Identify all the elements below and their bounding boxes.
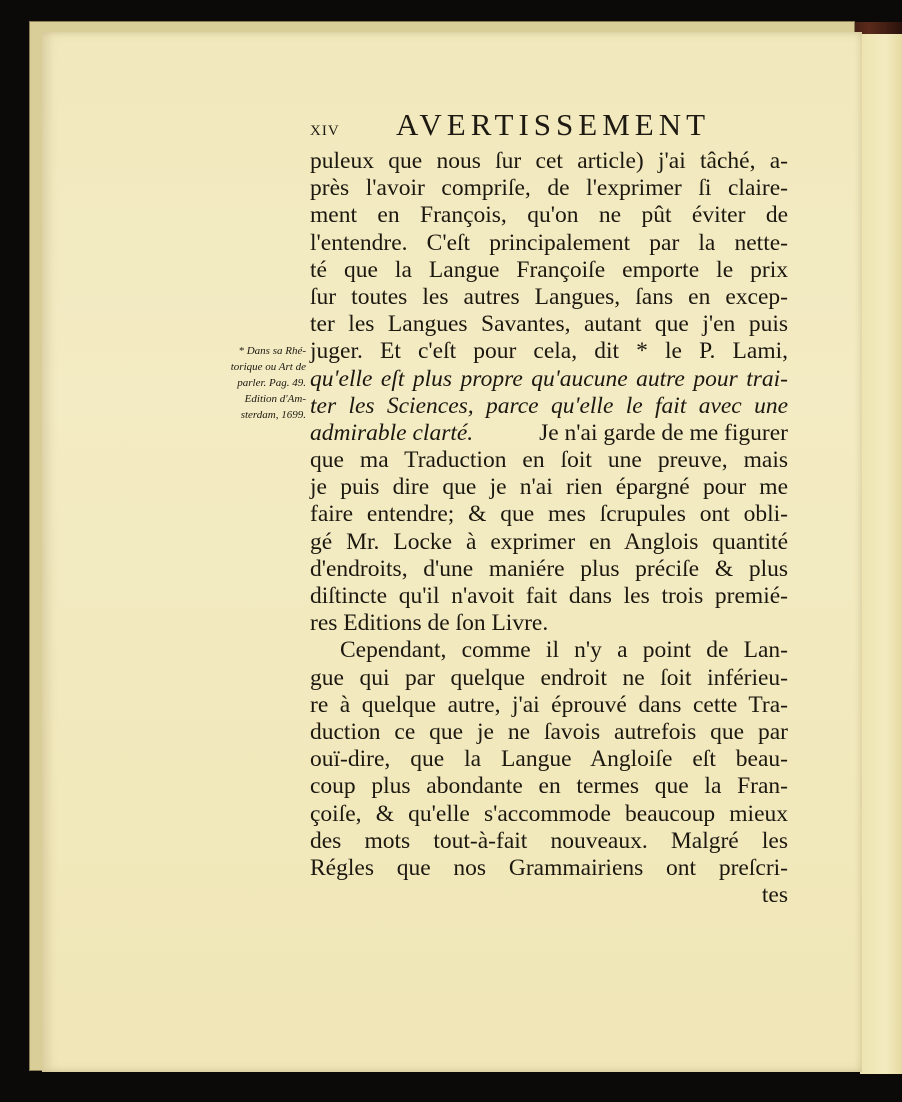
text-line: Régles que nos Grammairiens ont preſcri- bbox=[310, 854, 788, 881]
text-line: té que la Langue Françoiſe emporte le prix bbox=[310, 256, 788, 283]
text-line: d'endroits, d'une maniére plus préciſe & plus bbox=[310, 555, 788, 582]
text-line: ter les Langues Savantes, autant que j'en puis bbox=[310, 311, 788, 338]
text-line: gé Mr. Locke à exprimer en Anglois quantité bbox=[310, 528, 788, 555]
page-header bbox=[310, 107, 730, 147]
quotation-line: ter les Sciences, parce qu'elle le fait avec une bbox=[310, 392, 788, 419]
page-number: xiv bbox=[310, 115, 340, 140]
text-line: puleux que nous ſur cet article) j'ai tâché, a- bbox=[310, 148, 788, 174]
margin-note-line: * Dans sa Rhé- bbox=[238, 345, 306, 357]
text-line: ment en François, qu'on ne pût éviter de bbox=[310, 202, 788, 229]
margin-note-line: sterdam, 1699. bbox=[240, 409, 306, 421]
text-line: l'entendre. C'eſt principalement par la nette- bbox=[310, 229, 788, 256]
text-line: je puis dire que je n'ai rien épargné pour me bbox=[310, 474, 788, 501]
text-line: ſur toutes les autres Langues, ſans en excep- bbox=[310, 283, 788, 310]
text-line: des mots tout-à-fait nouveaux. Malgré les bbox=[310, 827, 788, 854]
text-line: coup plus abondante en termes que la Fran- bbox=[310, 773, 788, 800]
text-line: ouï-dire, que la Langue Angloiſe eſt beau- bbox=[310, 746, 788, 773]
text-line: que ma Traduction en ſoit une preuve, mais bbox=[310, 447, 788, 474]
text-fragment: Je n'ai garde de me figurer bbox=[533, 419, 788, 446]
text-line: gue qui par quelque endroit ne ſoit inférieu- bbox=[310, 664, 788, 691]
facing-page-edge bbox=[860, 34, 902, 1074]
running-title: AVERTISSEMENT bbox=[396, 107, 711, 142]
margin-note bbox=[208, 343, 306, 423]
text-line: çoiſe, & qu'elle s'accommode beaucoup mieux bbox=[310, 800, 788, 827]
text-line: duction ce que je ne ſavois autrefois que par bbox=[310, 718, 788, 745]
paragraph-end-line: res Editions de ſon Livre. bbox=[310, 610, 549, 637]
text-line: juger. Et c'eſt pour cela, dit * le P. Lami, bbox=[310, 338, 788, 365]
margin-note-line: torique ou Art de bbox=[230, 361, 306, 373]
text-line: re à quelque autre, j'ai éprouvé dans cette Tra- bbox=[310, 691, 788, 718]
text-line: près l'avoir compriſe, de l'exprimer ſi claire- bbox=[310, 175, 788, 202]
margin-note-line: Edition d'Am- bbox=[244, 393, 306, 405]
quotation-end: admirable clarté. bbox=[310, 419, 474, 446]
mixed-line bbox=[310, 420, 788, 447]
text-line: faire entendre; & que mes ſcrupules ont obli- bbox=[310, 501, 788, 528]
catchword: tes bbox=[761, 882, 788, 909]
body-text bbox=[310, 148, 788, 909]
quotation-line: qu'elle eſt plus propre qu'aucune autre pour trai- bbox=[310, 365, 788, 392]
text-line: diſtincte qu'il n'avoit fait dans les trois premié- bbox=[310, 583, 788, 609]
paragraph-start-line: Cependant, comme il n'y a point de Lan- bbox=[340, 637, 788, 664]
margin-note-line: parler. Pag. 49. bbox=[237, 377, 306, 389]
